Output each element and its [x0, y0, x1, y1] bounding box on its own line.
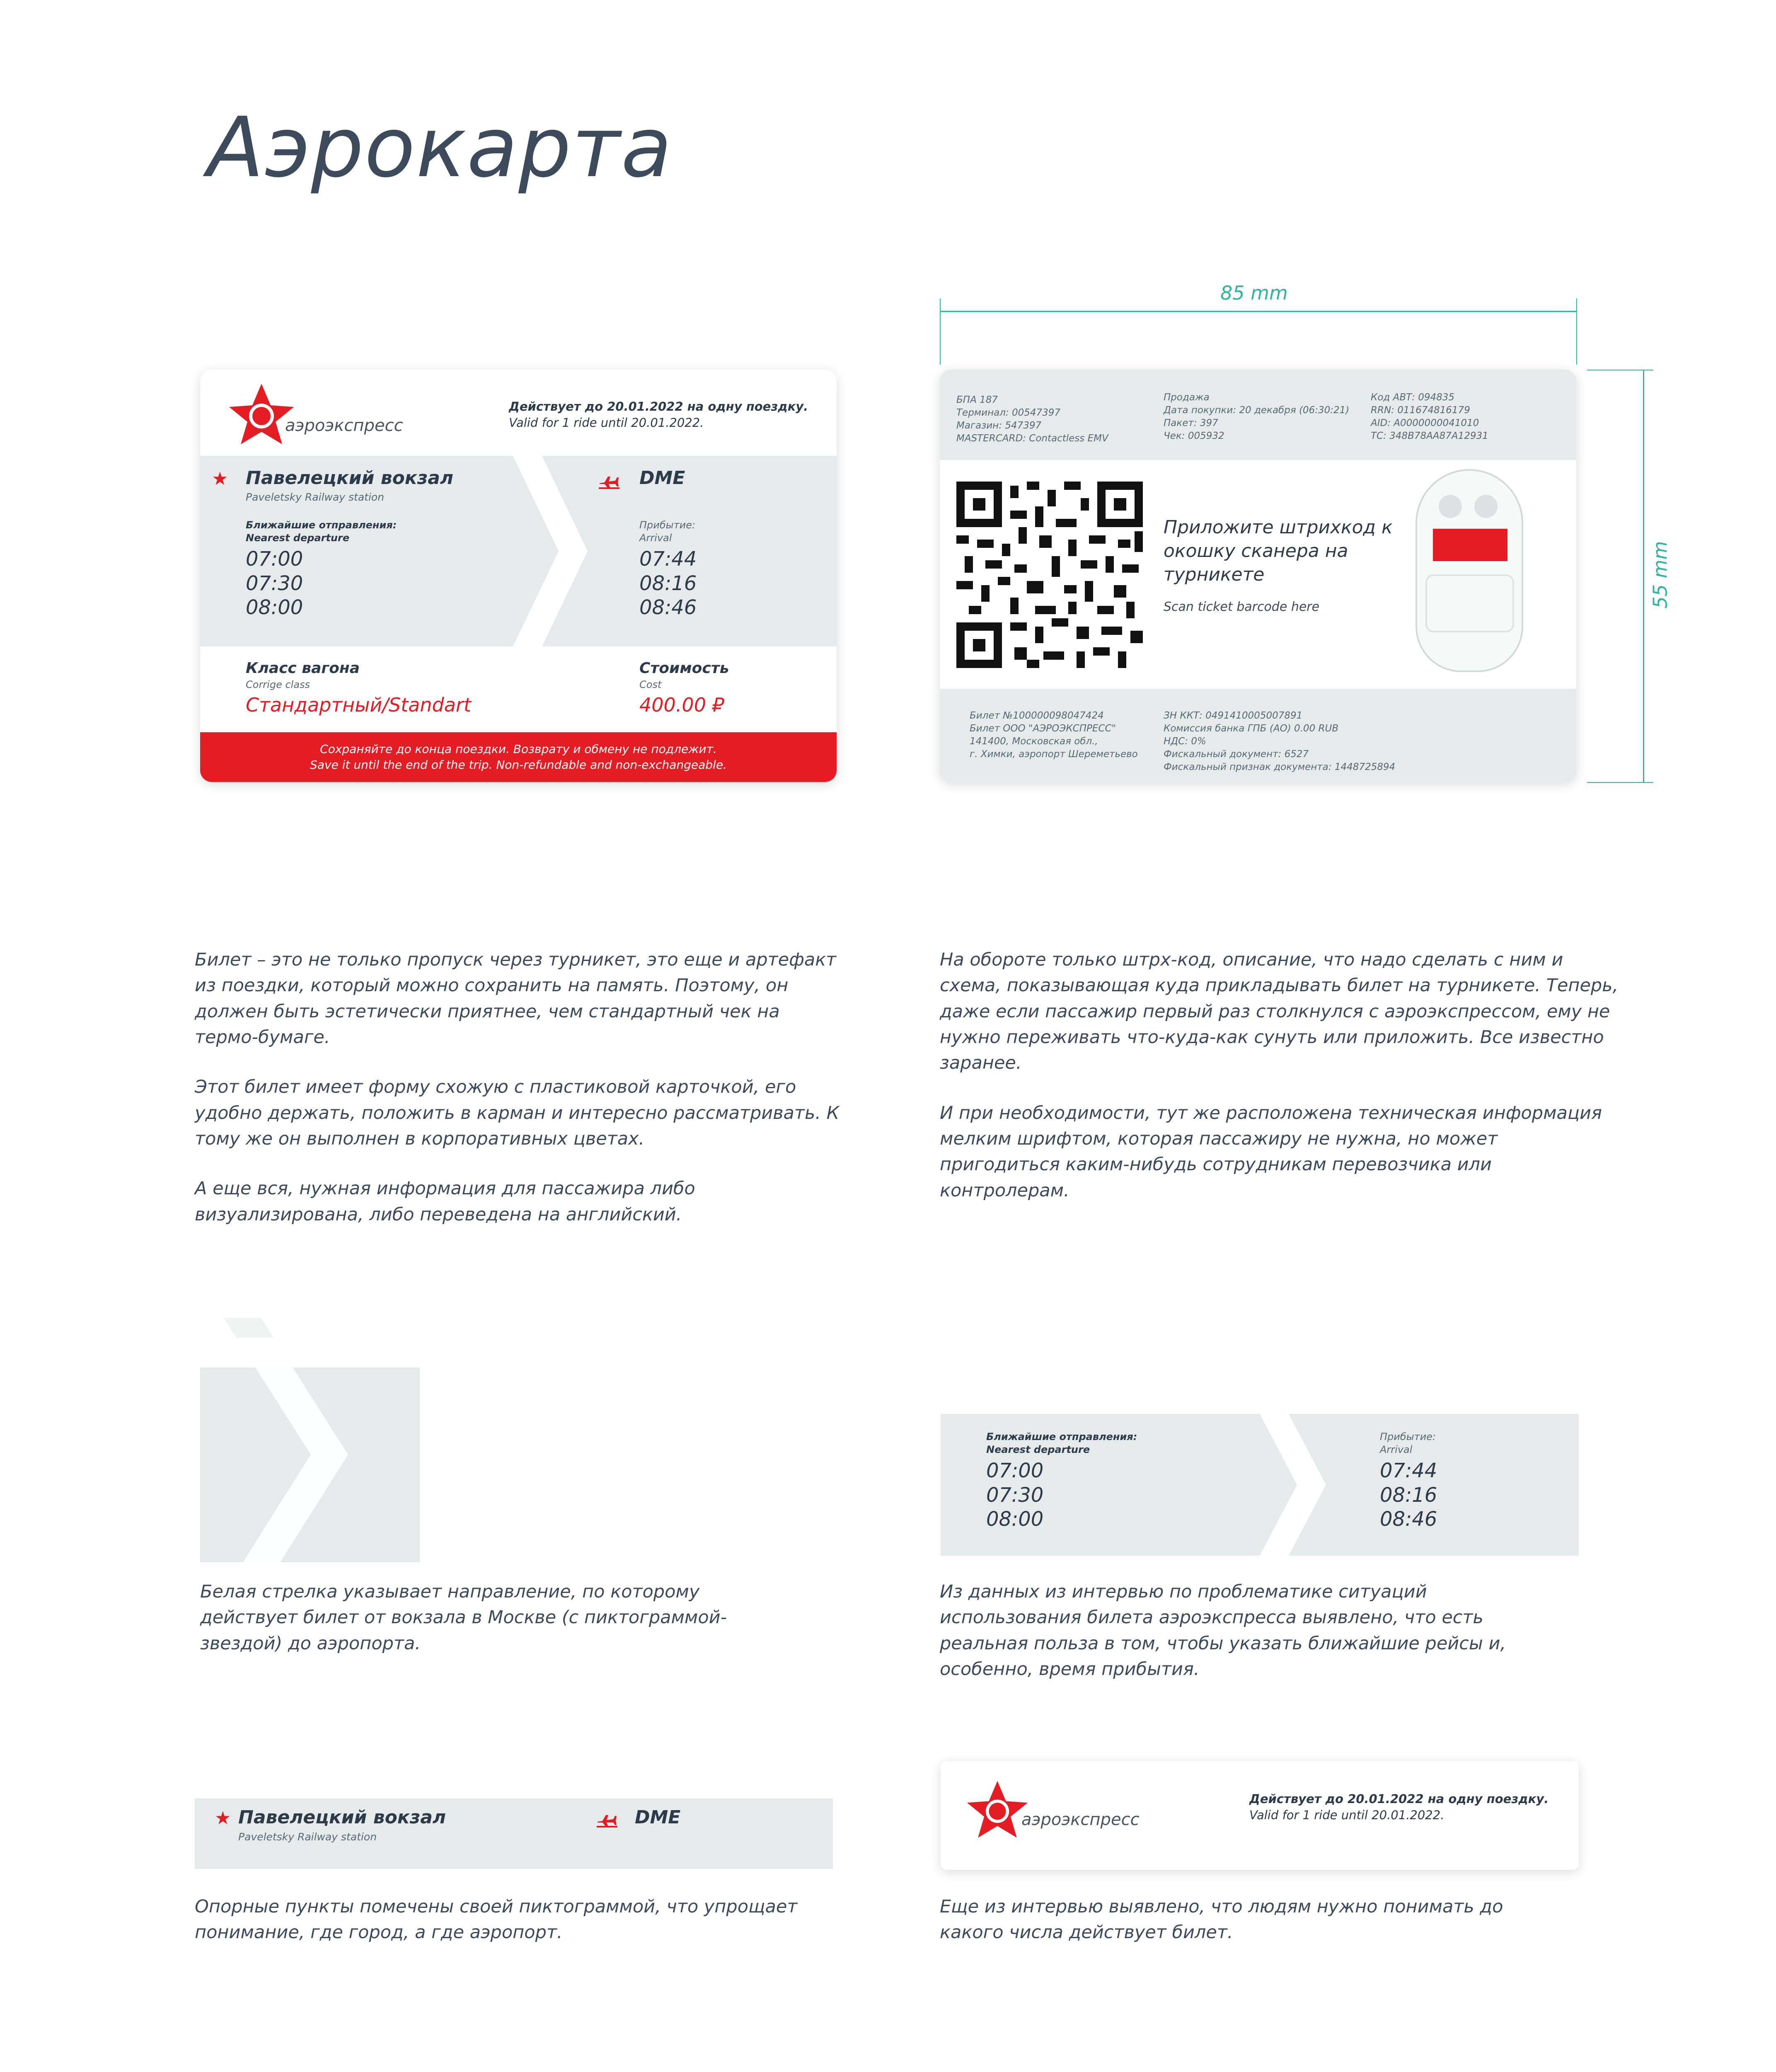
brand-name: аэроэкспресс — [285, 416, 403, 435]
airplane-icon — [599, 472, 619, 489]
width-label: 85 mm — [1220, 282, 1288, 304]
scan-instruction-en: Scan ticket barcode here — [1164, 600, 1320, 614]
to-station: DME — [639, 467, 685, 489]
turnstile-slot — [1425, 574, 1514, 632]
class-label-en: Corrige class — [246, 679, 310, 690]
stations-detail-from: Павелецкий вокзал — [238, 1807, 446, 1828]
cost-label: Стоимость — [639, 660, 729, 677]
description-left: Билет – это не только пропуск через турникет, это еще и артефакт из поездки, который можно сохранить на память. Поэтому, он должен быть эстетически приятнее, чем стандартный чек на термо-бумаге. Этот билет имеет форму схожую с пластиковой карточкой, его удобно держать, положить в карман и интересно рассматривать. К тому же он выполнен в корпоративных цветах. А еще вся, нужная информация для пассажира либо визуализирована, либо переведена на английский. — [195, 949, 840, 1225]
arrival-label: Прибытие: Arrival — [639, 519, 696, 544]
times-detail-departures: 07:00 07:30 08:00 — [986, 1459, 1044, 1531]
caption-arrow: Белая стрелка указывает направление, по которому действует билет от вокзала в Москве (с пиктограммой-звездой) до аэропорта. — [200, 1581, 727, 1654]
stations-detail-star-icon: ★ — [215, 1808, 231, 1829]
qr-code — [956, 482, 1143, 668]
times-detail-chevron — [1260, 1414, 1334, 1556]
width-dimension-line — [940, 311, 1576, 312]
departure-label: Ближайшие отправления: Nearest departure — [246, 519, 397, 544]
arrow-detail-chevron — [224, 1318, 356, 1566]
caption-points: Опорные пункты помечены своей пиктограммой, что упрощает понимание, где город, а где аэропорт. — [195, 1896, 798, 1943]
width-tick-right — [1576, 298, 1577, 365]
times-detail-departure-label: Ближайшие отправления: Nearest departure — [986, 1431, 1137, 1456]
stations-detail-from-en: Paveletsky Railway station — [238, 1831, 377, 1843]
turnstile-diagram — [1415, 469, 1523, 672]
ticket-footer: Сохраняйте до конца поездки. Возврату и обмену не подлежит. Save it until the end of the trip. Non-refundable and non-exchangeable. — [200, 732, 837, 782]
back-footer-col2: ЗН ККТ: 0491410005007891 Комиссия банка ГПБ (АО) 0.00 RUB НДС: 0% Фискальный документ: 6527 Фискальный признак документа: 1448725894 — [1164, 710, 1396, 773]
validity-detail-card — [941, 1761, 1579, 1870]
turnstile-light-right — [1474, 495, 1498, 518]
back-info-col1: БПА 187 Терминал: 00547397 Магазин: 547397 MASTERCARD: Contactless EMV — [956, 395, 1108, 444]
turnstile-light-left — [1439, 495, 1462, 518]
height-label: 55 mm — [1649, 541, 1672, 609]
from-station-en: Paveletsky Railway station — [246, 491, 385, 503]
city-star-icon: ★ — [212, 468, 228, 489]
direction-arrow — [513, 456, 604, 646]
description-right: На обороте только штрх-код, описание, что надо сделать с ним и схема, показывающая куда прикладывать билет на турникете. Теперь, даже если пассажир первый раз столкнулся с аэроэкспрессом, ему не нужно переживать что-куда-как сунуть или приложить. Все известно заранее. И при необходимости, тут же расположена техническая информация мелким шрифтом, которая пассажиру не нужна, но может пригодиться каким-нибудь сотрудникам перевозчика или контролерам. — [940, 949, 1619, 1201]
validity-text: Действует до 20.01.2022 на одну поездку. Valid for 1 ride until 20.01.2022. — [509, 399, 808, 430]
cost-label-en: Cost — [639, 679, 662, 690]
times-detail-arrivals: 07:44 08:16 08:46 — [1380, 1459, 1437, 1531]
cost-value: 400.00 ₽ — [639, 694, 724, 716]
validity-detail-logo — [962, 1779, 1033, 1841]
class-value: Стандартный/Standart — [246, 694, 471, 716]
arrival-times: 07:44 08:16 08:46 — [639, 547, 697, 620]
validity-detail-text: Действует до 20.01.2022 на одну поездку. Valid for 1 ride until 20.01.2022. — [1249, 1792, 1549, 1823]
scan-instruction: Приложите штрихкод к окошку сканера на турникете — [1164, 517, 1393, 586]
aeroexpress-star-logo — [224, 381, 299, 448]
width-tick-left — [940, 298, 941, 365]
from-station: Павелецкий вокзал — [246, 467, 454, 489]
turnstile-scanner — [1433, 529, 1507, 561]
page-title: Аэрокарта — [207, 99, 673, 196]
caption-times: Из данных из интервью по проблематике ситуаций использования билета аэроэкспресса выявлено, что есть реальная польза в том, чтобы указать ближайшие рейсы и, особенно, время прибытия. — [940, 1581, 1506, 1680]
class-label: Класс вагона — [246, 660, 360, 677]
back-footer-col1: Билет №100000098047424 Билет ООО "АЭРОЭКСПРЕСС" 141400, Московская обл., г. Химки, аэропорт Шереметьево — [970, 710, 1138, 760]
stations-detail-to: DME — [635, 1807, 681, 1828]
height-tick-bottom — [1587, 782, 1653, 783]
height-dimension-line — [1643, 370, 1644, 782]
back-info-col2: Продажа Дата покупки: 20 декабря (06:30:21) Пакет: 397 Чек: 005932 — [1164, 392, 1350, 442]
stations-detail-airplane-icon — [597, 1811, 617, 1828]
caption-validity: Еще из интервью выявлено, что людям нужно понимать до какого числа действует билет. — [940, 1896, 1503, 1943]
validity-detail-brand: аэроэкспресс — [1021, 1810, 1140, 1829]
ticket-back — [940, 370, 1576, 782]
departure-times: 07:00 07:30 08:00 — [246, 547, 303, 620]
back-info-col3: Код АВТ: 094835 RRN: 011674816179 AID: A0000000041010 TC: 348B78AA87A12931 — [1371, 392, 1488, 442]
ticket-front — [200, 370, 837, 782]
times-detail-arrival-label: Прибытие: Arrival — [1380, 1431, 1436, 1456]
